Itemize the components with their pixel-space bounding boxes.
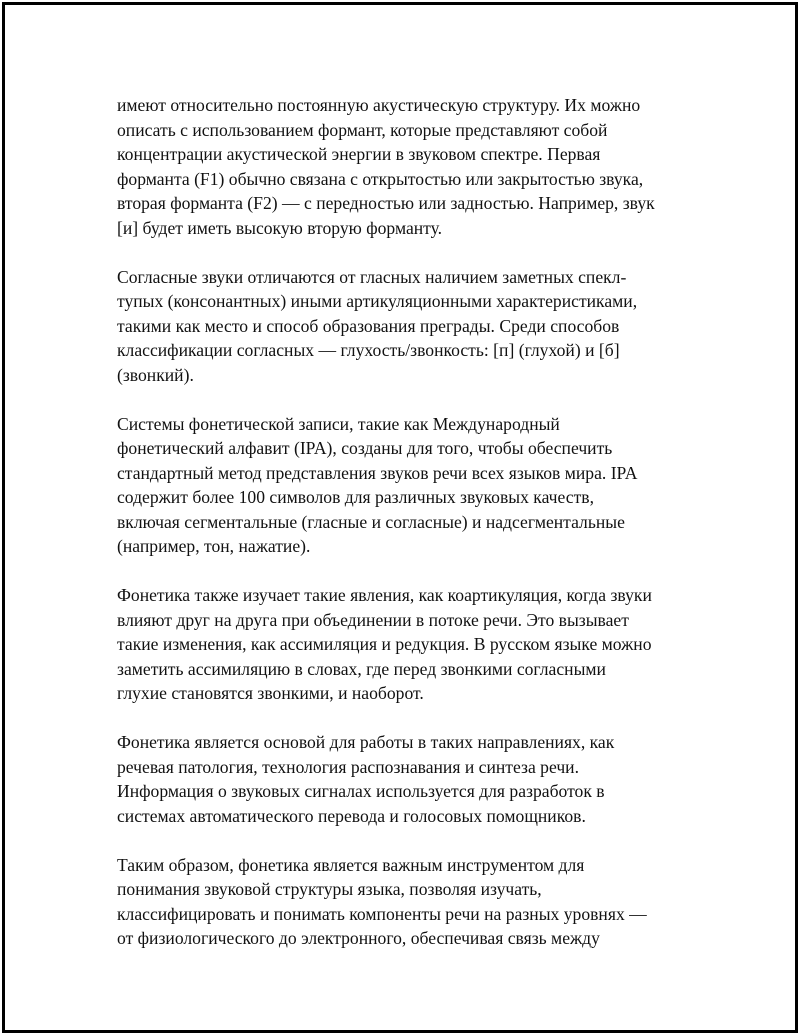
text-line: (звонкий). [117, 364, 194, 385]
paragraph-applications [117, 730, 717, 828]
text-line: Согласные звуки отличаются от гласных наличием заметных спекл- [117, 266, 627, 287]
text-line: (например, тон, нажатие). [117, 536, 311, 556]
text-line: влияют друг на друга при объединении в потоке речи. Это вызывает [117, 609, 629, 630]
text-line: классифицировать и понимать компоненты речи на разных уровнях — [117, 903, 647, 924]
text-line: имеют относительно постоянную акустическую структуру. Их можно [117, 95, 641, 115]
text-line: заметить ассимиляцию в словах, где перед звонкими согласными [117, 658, 606, 679]
paragraph-coarticulation [117, 583, 717, 706]
text-line: от физиологического до электронного, обеспечивая связь между [117, 928, 600, 948]
text-line: стандартный метод представления звуков речи всех языков мира. IPA [117, 462, 638, 483]
text-line: глухие становятся звонкими, и наоборот. [117, 683, 424, 703]
text-line: такими как место и способ образования преграды. Среди способов [117, 315, 620, 336]
paragraph-transcription-systems [117, 412, 717, 559]
text-line: форманта (F1) обычно связана с открытостью или закрытостью звука, [117, 168, 644, 189]
text-line: вторая форманта (F2) — с передностью или задностью. Например, звук [117, 193, 655, 213]
text-line: концентрации акустической энергии в звуковом спектре. Первая [117, 144, 601, 164]
text-line: включая сегментальные (гласные и согласные) и надсегментальные [117, 511, 625, 532]
text-line: Информация о звуковых сигналах используется для разработок в [117, 781, 605, 801]
text-line: [и] будет иметь высокую вторую форманту. [117, 217, 443, 238]
paragraph-consonants [117, 265, 717, 388]
text-line: Системы фонетической записи, такие как Международный [117, 413, 560, 434]
text-line: фонетический алфавит (IPA), созданы для того, чтобы обеспечить [117, 438, 613, 458]
text-line: описать с использованием формант, которые представляют собой [117, 119, 608, 140]
text-line: тупых (консонантных) иными артикуляционными характеристиками, [117, 291, 638, 311]
text-line: Фонетика также изучает такие явления, как коартикуляция, когда звуки [117, 585, 652, 605]
paragraph-formants [117, 93, 717, 240]
document-body [117, 93, 717, 975]
text-line: классификации согласных — глухость/звонкость: [п] (глухой) и [б] [117, 340, 620, 360]
text-line: понимания звуковой структуры языка, позволяя изучать, [117, 879, 542, 899]
text-line: системах автоматического перевода и голосовых помощников. [117, 805, 586, 826]
text-line: такие изменения, как ассимиляция и редукция. В русском языке можно [117, 634, 652, 654]
paragraph-conclusion [117, 853, 717, 951]
text-line: Фонетика является основой для работы в таких направлениях, как [117, 732, 615, 752]
text-line: Таким образом, фонетика является важным инструментом для [117, 854, 585, 875]
text-line: содержит более 100 символов для различных звуковых качеств, [117, 487, 594, 507]
text-line: речевая патология, технология распознавания и синтеза речи. [117, 756, 579, 777]
